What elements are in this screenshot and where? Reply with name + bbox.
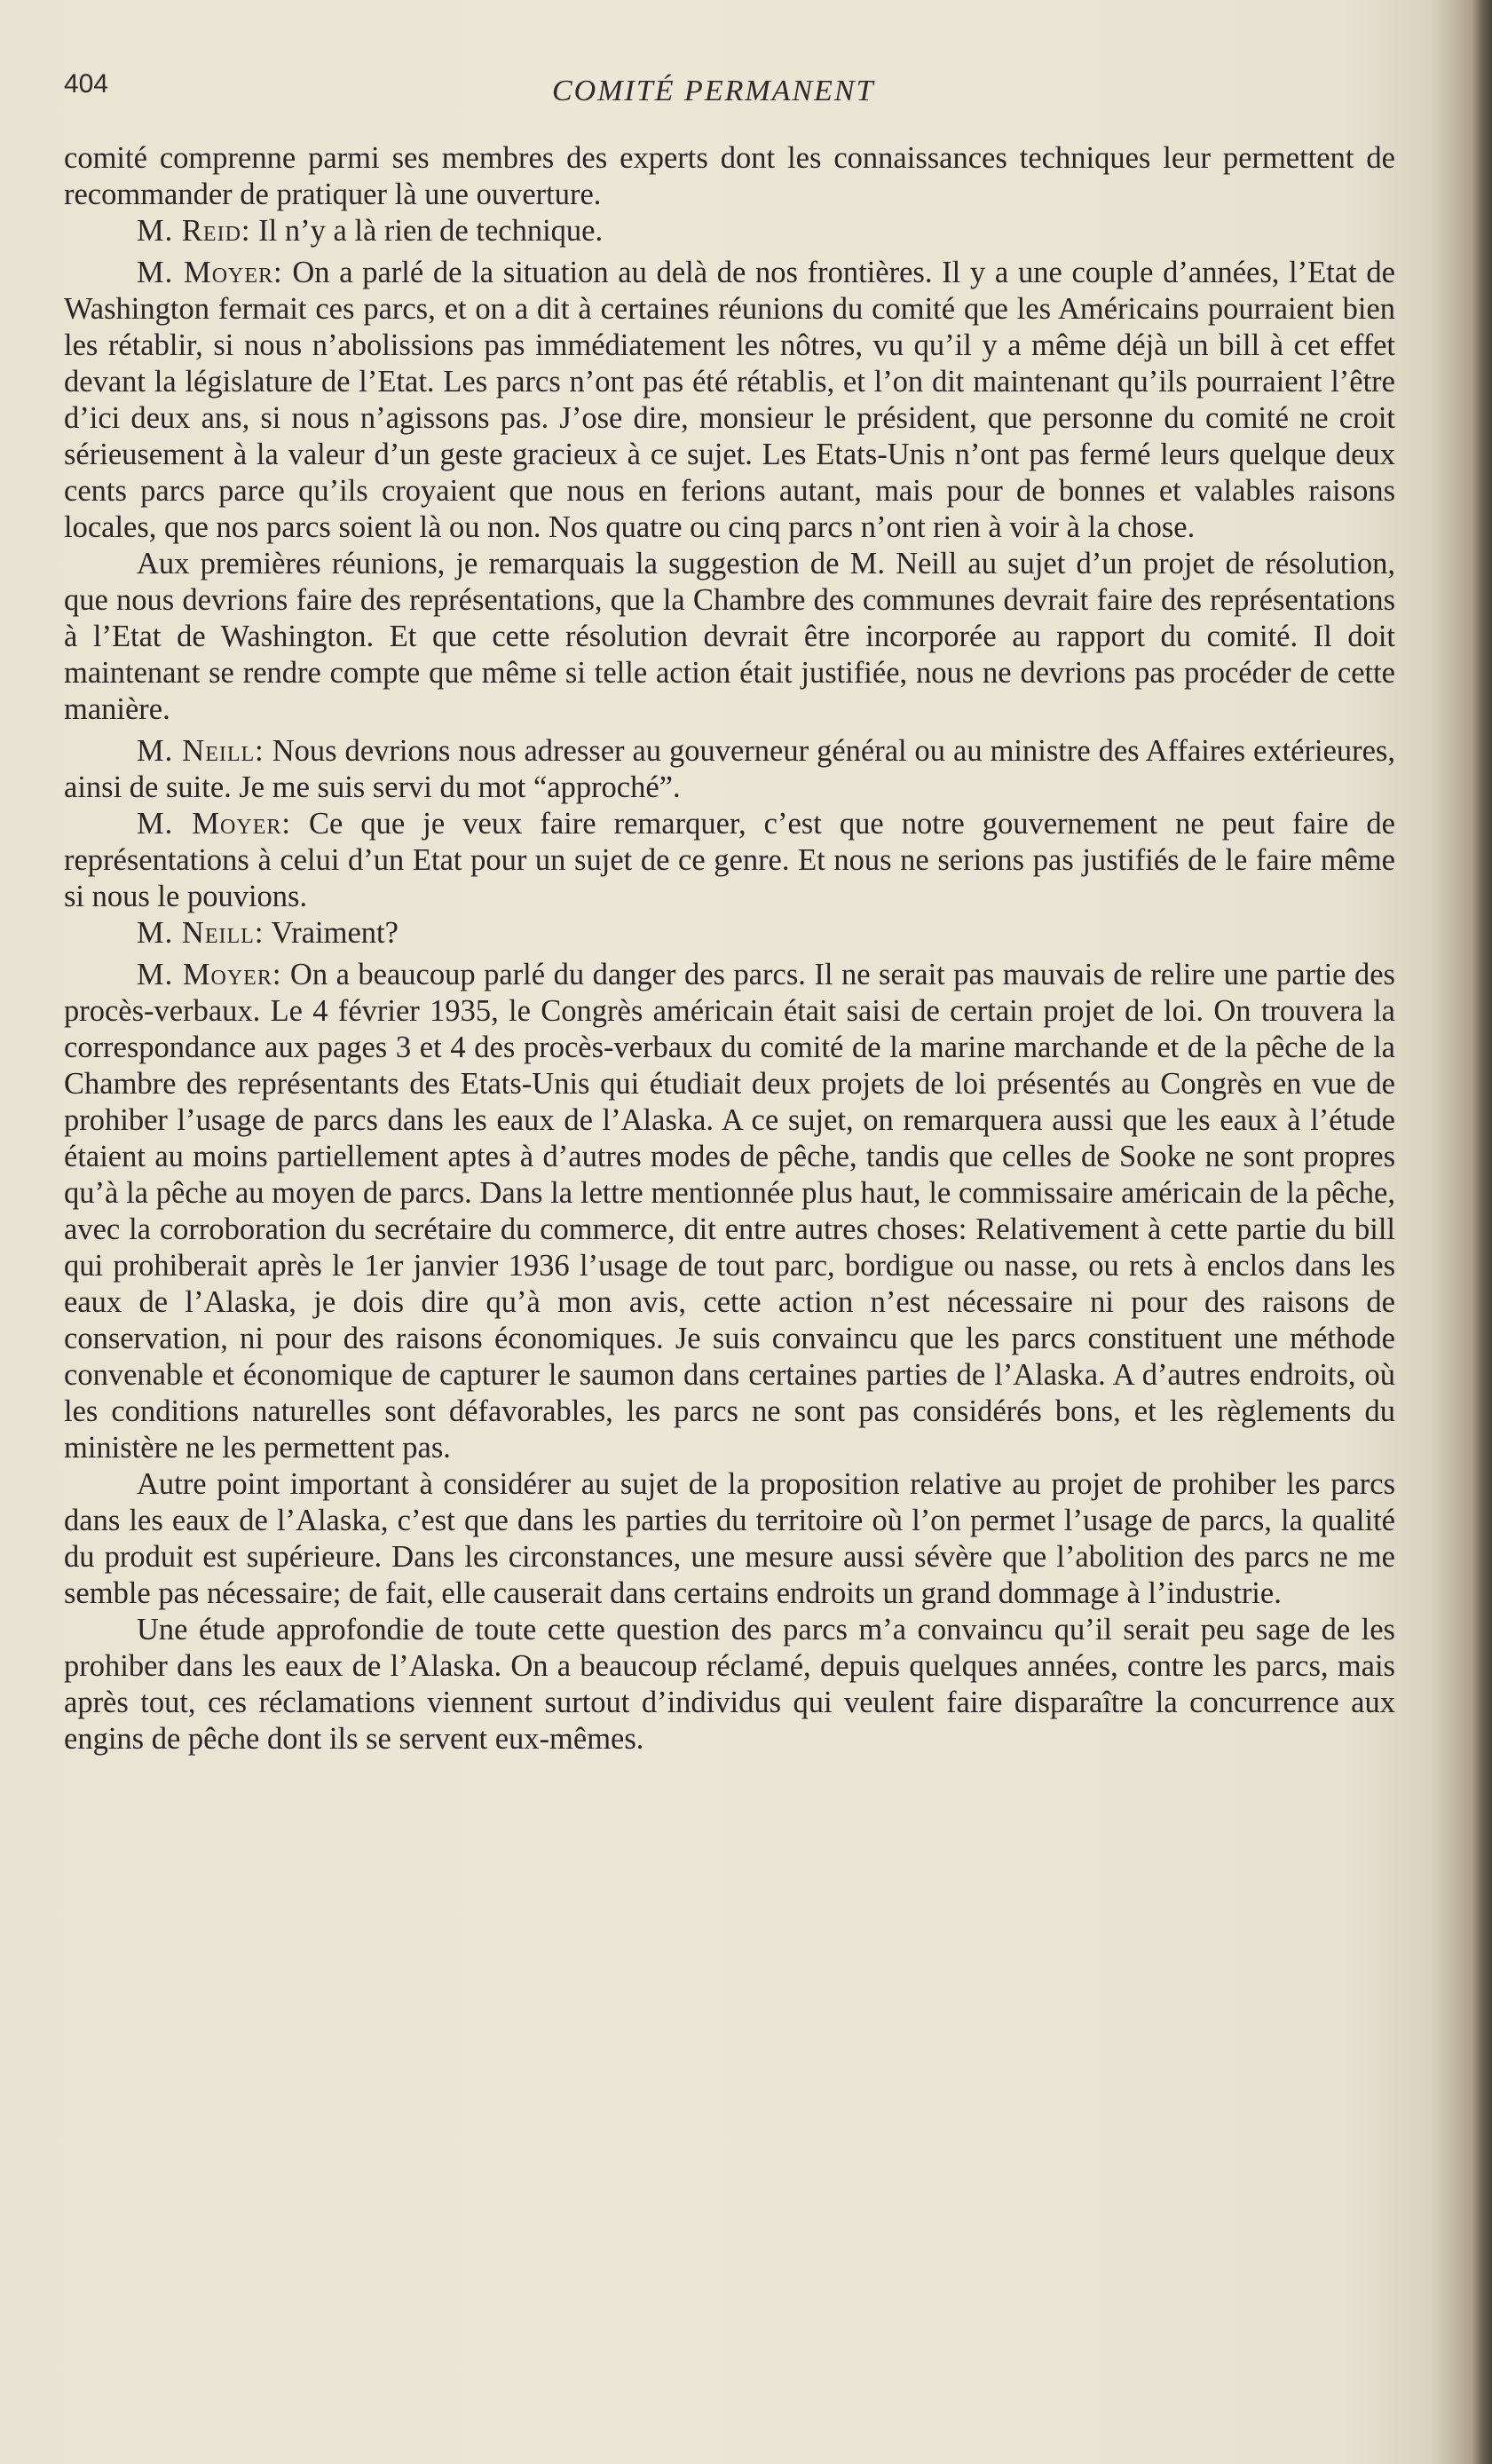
page-header bbox=[64, 69, 1395, 114]
paragraph bbox=[64, 915, 1395, 952]
paragraph-text: On a parlé de la situation au delà de nos frontières. Il y a une couple d’années, l’Etat de Washington fermait ces parcs, et on a dit à certaines réunions du comité que les Américains pourraient bien les rétablir, si nous n’abolissions pas immédiatement les nôtres, vu qu’il y a même déjà un bill à cet effet devant la législature de l’Etat. Les parcs n’ont pas été rétablis, et l’on dit maintenant qu’ils pourraient l’être d’ici deux ans, si nous n’agissons pas. J’ose dire, monsieur le président, que personne du comité ne croit sérieusement à la valeur d’un geste gracieux à ce sujet. Les Etats-Unis n’ont pas fermé leurs quelque deux cents parcs parce qu’ils croyaient que nous en ferions autant, mais pour de bonnes et valables raisons locales, que nos parcs soient là ou non. Nos quatre ou cinq parcs n’ont rien à voir à la chose. bbox=[64, 256, 1395, 544]
paragraph bbox=[64, 1612, 1395, 1757]
paragraph-text: comité comprenne parmi ses membres des experts dont les connaissances techniques leur permettent de recommander de pratiquer là une ouverture. bbox=[64, 141, 1395, 211]
paragraph bbox=[64, 957, 1395, 1466]
speaker-name: M. Neill: bbox=[137, 916, 264, 950]
page-number: 404 bbox=[64, 69, 109, 99]
speaker-name: M. Reid: bbox=[137, 214, 251, 248]
body-text bbox=[64, 140, 1395, 1757]
running-head: COMITÉ PERMANENT bbox=[552, 75, 875, 107]
speaker-name: M. Neill: bbox=[137, 734, 264, 768]
paragraph bbox=[64, 140, 1395, 213]
paragraph bbox=[64, 255, 1395, 546]
paragraph-text: Autre point important à considérer au sujet de la proposition relative au projet de prohiber les parcs dans les eaux de l’Alaska, c’est que dans les parties du territoire où l’on permet l’usage de parcs, la qualité du produit est supérieure. Dans les circonstances, une mesure aussi sévère que l’abolition des parcs ne me semble pas nécessaire; de fait, elle causerait dans certains endroits un grand dommage à l’industrie. bbox=[64, 1467, 1395, 1610]
paragraph-text: On a beaucoup parlé du danger des parcs. Il ne serait pas mauvais de relire une partie des procès-verbaux. Le 4 février 1935, le Congrès américain était saisi de certain projet de loi. On trouvera la correspondance aux pages 3 et 4 des procès-verbaux du comité de la marine marchande et de la pêche de la Chambre des représentants des Etats-Unis qui étudiait deux projets de loi présentés au Congrès en vue de prohiber l’usage de parcs dans les eaux de l’Alaska. A ce sujet, on remarquera aussi que les eaux à l’étude étaient au moins partiellement aptes à d’autres modes de pêche, tandis que celles de Sooke ne sont propres qu’à la pêche au moyen de parcs. Dans la lettre mentionnée plus haut, le commissaire américain de la pêche, avec la corroboration du secrétaire du commerce, dit entre autres choses: Relativement à cette partie du bill qui prohiberait après le 1er janvier 1936 l’usage de tout parc, bordigue ou nasse, ou rets à enclos dans les eaux de l’Alaska, je dois dire qu’à mon avis, cette action n’est nécessaire ni pour des raisons de conservation, ni pour des raisons économiques. Je suis convaincu que les parcs constituent une méthode convenable et économique de capturer le saumon dans certaines parties de l’Alaska. A d’autres endroits, où les conditions naturelles sont défavorables, les parcs ne sont pas considérés bons, et les règlements du ministère ne les permettent pas. bbox=[64, 958, 1395, 1465]
paragraph-text: Ce que je veux faire remarquer, c’est que notre gouvernement ne peut faire de représentations à celui d’un Etat pour un sujet de ce genre. Et nous ne serions pas justifiés de le faire même si nous le pouvions. bbox=[64, 807, 1395, 913]
speaker-name: M. Moyer: bbox=[137, 256, 283, 289]
speaker-name: M. Moyer: bbox=[137, 958, 282, 991]
paragraph bbox=[64, 546, 1395, 728]
paragraph-text: Une étude approfondie de toute cette question des parcs m’a convaincu qu’il serait peu sage de les prohiber dans les eaux de l’Alaska. On a beaucoup réclamé, depuis quelques années, contre les parcs, mais après tout, ces réclamations viennent surtout d’individus qui veulent faire disparaître la concurrence aux engins de pêche dont ils se servent eux-mêmes. bbox=[64, 1613, 1395, 1756]
paragraph bbox=[64, 806, 1395, 915]
paragraph-text: Il n’y a là rien de technique. bbox=[250, 214, 604, 248]
paragraph bbox=[64, 733, 1395, 806]
speaker-name: M. Moyer: bbox=[137, 807, 291, 841]
paragraph bbox=[64, 1466, 1395, 1612]
paragraph-text: Aux premières réunions, je remarquais la suggestion de M. Neill au sujet d’un projet de résolution, que nous devrions faire des représentations, que la Chambre des communes devrait faire des représentations à l’Etat de Washington. Et que cette résolution devrait être incorporée au rapport du comité. Il doit maintenant se rendre compte que même si telle action était justifiée, nous ne devrions pas procéder de cette manière. bbox=[64, 547, 1395, 726]
paragraph bbox=[64, 213, 1395, 249]
page-edge-shadow bbox=[1472, 0, 1492, 2464]
paragraph-text: Nous devrions nous adresser au gouverneur général ou au ministre des Affaires extérieures, ainsi de suite. Je me suis servi du mot “approché”. bbox=[64, 734, 1395, 804]
paragraph-text: Vraiment? bbox=[264, 916, 399, 950]
